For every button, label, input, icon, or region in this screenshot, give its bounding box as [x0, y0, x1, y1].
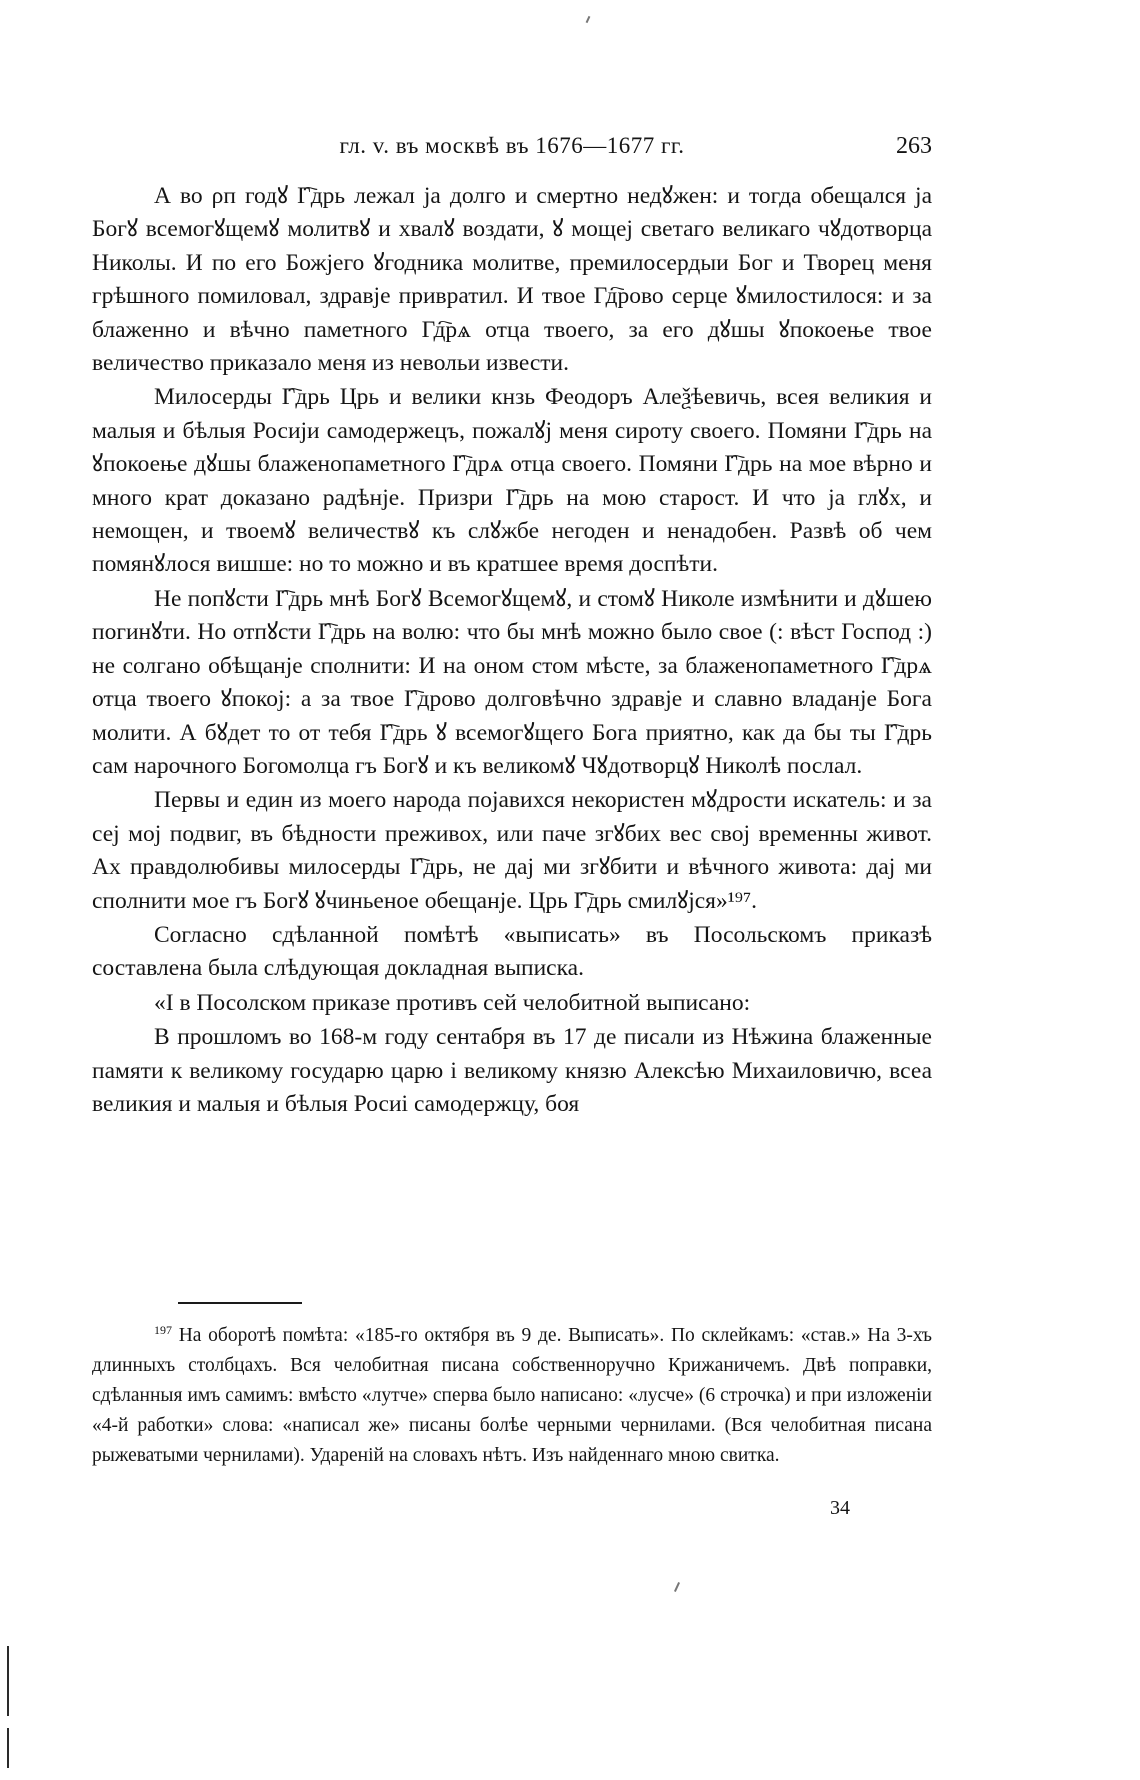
margin-line: [7, 1646, 9, 1716]
running-title: гл. v. въ москвѣ въ 1676—1677 гг.: [339, 133, 685, 158]
paragraph: Милосерды Г҇дрь Црь и велики кнзь Феодоръ Алеѯѣевичь, всея великия и малыя и бѣлыя Росији самодержецъ, пожалꙋј меня сироту своего. Помяни Г҇дрь на ꙋпокоење дꙋшы блаженопаметного Г҇дрѧ отца своего. Помяни Г҇дрь на мое вѣрно и много крат доказано радѣнје. Призри Г҇дрь на мою старост. И что ја глꙋх, и немощен, и твоемꙋ величествꙋ къ слꙋжбе негоден и ненадобен. Развѣ об чем помянꙋлося вишше: но то можно и въ кратшее время доспѣти.: [92, 384, 932, 578]
page-header: [92, 133, 932, 167]
margin-line: [7, 1728, 9, 1768]
footnote-divider: [178, 1302, 302, 1304]
paragraph: Первы и един из моего народа појавихся некористен мꙋдрости искатель: и за сеј мој подвиг, въ бѣдности преживох, или паче згꙋбих вес свој временны живот. Ах правдолюбивы милосерды Г҇дрь, не дај ми згꙋбити и вѣчного живота: дај ми сполнити мое гъ Богꙋ ꙋчиньеное обещанје. Црь Г҇дрь смилꙋјся»¹⁹⁷.: [92, 787, 932, 914]
scan-speck: [586, 16, 591, 23]
scan-speck: [674, 1582, 680, 1592]
paragraph: В прошломъ во 168-м году сентабря въ 17 де писали из Нѣжина блаженные памяти к великому государю царю і великому князю Алексѣю Михаиловичю, всеа великия и малыя и бѣлыя Росиі самодержцу, боя: [92, 1024, 932, 1117]
footnote-number: 197: [154, 1323, 172, 1337]
footnote-text: На оборотѣ помѣта: «185-го октября въ 9 де. Выписать». По склейкамъ: «став.» На 3-хъ длинныхъ столбцахъ. Вся челобитная писана собственноручно Крижаничемъ. Двѣ поправки, сдѣланныя имъ самимъ: вмѣсто «лутче» сперва было написано: «лусче» (6 строчка) и при изложенiи «4-й работки» слова: «написал же» писаны болѣе черными чернилами. (Вся челобитная писана рыжеватыми чернилами). Удареній на словахъ нѣтъ. Изъ найденнаго мною свитка.: [92, 1325, 932, 1466]
signature-mark: 34: [830, 1497, 850, 1519]
paragraph: Не попꙋсти Г҇дрь мнѣ Богꙋ Всемогꙋщемꙋ, и стомꙋ Николе измѣнити и дꙋшею погинꙋти. Но отпꙋсти Г҇дрь на волю: что бы мнѣ можно было свое (: вѣст Господ :) не солгано обѣщанје сполнити: И на оном стом мѣсте, за блаженопаметного Г҇дрѧ отца твоего ꙋпокој: а за твое Г҇дрово долговѣчно здравје и славно владанје Бога молити. А бꙋдет то от тебя Г҇дрь ꙋ всемогꙋщего Бога приятно, как да бы ты Г҇дрь сам нарочного Богомолца гъ Богꙋ и къ великомꙋ Чꙋдотворцꙋ Николѣ послал.: [92, 585, 932, 779]
main-text: [92, 180, 932, 1121]
paragraph: «І в Посолском приказе противъ сей челобитной выписано:: [154, 989, 751, 1016]
footnote: [92, 1315, 932, 1471]
paragraph: Согласно сдѣланной помѣтѣ «выписать» въ Посольскомъ приказѣ составлена была слѣдующая докладная выписка.: [92, 921, 932, 982]
paragraph: А во ρп годꙋ Г҇дрь лежал ја долго и смертно недꙋжен: и тогда обещался ја Богꙋ всемогꙋщемꙋ молитвꙋ и хвалꙋ воздати, ꙋ мощеј светаго великаго чꙋдотворца Николы. И по его Божјего ꙋгодника молитве, премилосердыи Бог и Творец меня грѣшного помиловал, здравје привратил. И твое Гд҇рово серце ꙋмилостилося: и за блаженно и вѣчно паметного Гд҇рѧ отца твоего, за его дꙋшы ꙋпокоење твое величество приказало меня из невольи извести.: [92, 183, 932, 377]
page-number: 263: [896, 133, 932, 159]
